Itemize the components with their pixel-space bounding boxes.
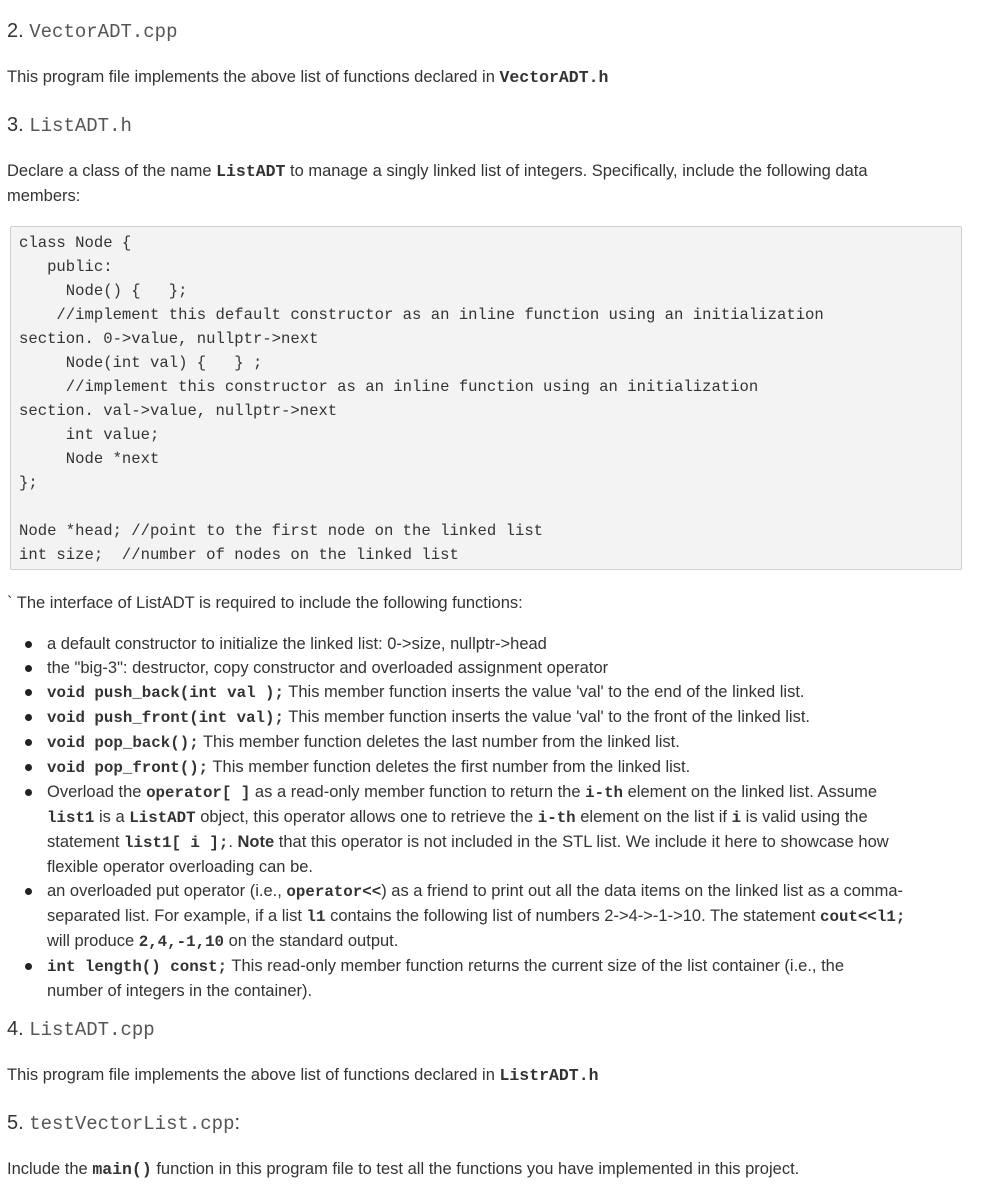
section-2-text (7, 65, 608, 90)
interface-intro: ` The interface of ListADT is required to include the following functions: (7, 594, 523, 612)
bullet-icon (25, 665, 32, 672)
paragraph-text: function in this program file to test all the functions you have implemented in this project. (151, 1160, 800, 1178)
bullet-icon (25, 764, 32, 771)
item-text: This member function deletes the last number from the linked list. (198, 733, 680, 751)
inline-code: list1[ i ]; (124, 834, 229, 852)
item-text: will produce (47, 932, 139, 950)
section-4-heading (7, 1017, 155, 1042)
bullet-icon (25, 789, 32, 796)
inline-code: ListrADT.h (499, 1066, 599, 1085)
paragraph-text: to manage a singly linked list of integers. Specifically, include the following data (285, 162, 868, 180)
item-text: the "big-3": destructor, copy constructor and overloaded assignment operator (47, 659, 609, 677)
item-text: separated list. For example, if a list (47, 907, 307, 925)
inline-code: l1 (306, 908, 326, 926)
list-item (7, 954, 967, 1003)
section-5-heading (7, 1111, 240, 1136)
file-name: testVectorList.cpp (29, 1113, 235, 1135)
inline-code: list1 (47, 809, 95, 827)
section-number: 3. (7, 114, 30, 136)
file-name: ListADT.h (29, 115, 132, 137)
paragraph-text: This program file implements the above list of functions declared in (7, 68, 500, 86)
inline-code: i-th (585, 784, 624, 802)
item-text: flexible operator overloading can be. (47, 858, 314, 876)
inline-code: cout<<l1; (820, 908, 906, 926)
inline-code: VectorADT.h (499, 68, 609, 87)
bullet-icon (25, 888, 32, 895)
inline-code: i-th (537, 809, 576, 827)
item-text: This member function inserts the value 'val' to the end of the linked list. (284, 683, 805, 701)
inline-code: ListADT (216, 162, 286, 181)
paragraph-text: This program file implements the above list of functions declared in (7, 1066, 500, 1084)
paragraph-text: Include the (7, 1160, 93, 1178)
bullet-icon (25, 641, 32, 648)
file-name: VectorADT.cpp (29, 21, 178, 43)
item-text: as a read-only member function to return the (250, 783, 586, 801)
bullet-icon (25, 689, 32, 696)
item-text: a default constructor to initialize the linked list: 0->size, nullptr->head (47, 635, 547, 653)
bullet-icon (25, 963, 32, 970)
list-item (7, 680, 967, 705)
section-4-text (7, 1063, 599, 1088)
inline-code: void pop_front(); (47, 759, 209, 777)
heading-suffix: : (234, 1112, 241, 1134)
file-name: ListADT.cpp (29, 1019, 155, 1041)
item-text: This read-only member function returns the current size of the list container (i.e., the (227, 957, 845, 975)
code-block (10, 226, 962, 570)
paragraph-text: members: (7, 187, 81, 205)
inline-code: 2,4,-1,10 (138, 933, 225, 951)
code-text: class Node { public: Node() { }; //implement this default constructor as an inline function using an initialization section. 0->value, nullptr->next Node(int val) { } ; //implement this constructor as an inline function using an initialization section. val->value, nullptr->next int value; Node *next }; Node *head; //point to the first node on the linked list int size; //number of nodes on the linked list (19, 234, 824, 564)
item-text: This member function inserts the value 'val' to the front of the linked list. (284, 708, 811, 726)
inline-code: main() (92, 1160, 152, 1179)
inline-code: ListADT (129, 809, 196, 827)
list-item (7, 755, 967, 780)
section-number: 5. (7, 1112, 30, 1134)
item-text: is a (94, 808, 130, 826)
paragraph-text: Declare a class of the name (7, 162, 217, 180)
inline-code: operator<< (286, 883, 382, 901)
item-text: element on the linked list. Assume (623, 783, 878, 801)
bullet-icon (25, 739, 32, 746)
item-text: Overload the (47, 783, 147, 801)
inline-code: void push_back(int val ); (47, 684, 284, 702)
list-item (7, 780, 967, 879)
item-text: ) as a friend to print out all the data items on the linked list as a comma- (381, 882, 904, 900)
inline-code: i (731, 809, 742, 827)
section-3-heading (7, 113, 132, 138)
item-text: . (228, 833, 238, 851)
item-text: is valid using the (741, 808, 868, 826)
item-text: contains the following list of numbers 2->4->-1->10. The statement (325, 907, 821, 925)
item-text: number of integers in the container). (47, 982, 313, 1000)
inline-code: void pop_back(); (47, 734, 199, 752)
list-item (7, 656, 967, 680)
item-text: This member function deletes the first number from the linked list. (208, 758, 691, 776)
note-label: Note (237, 833, 275, 851)
inline-code: operator[ ] (146, 784, 251, 802)
list-item (7, 632, 967, 656)
section-5-text (7, 1157, 799, 1182)
section-3-text (7, 159, 967, 208)
list-item (7, 705, 967, 730)
inline-code: void push_front(int val); (47, 709, 284, 727)
item-text: an overloaded put operator (i.e., (47, 882, 287, 900)
item-text: on the standard output. (224, 932, 399, 950)
item-text: object, this operator allows one to retrieve the (195, 808, 538, 826)
item-text: element on the list if (575, 808, 732, 826)
inline-code: int length() const; (47, 958, 228, 976)
list-item (7, 730, 967, 755)
section-2-heading (7, 19, 177, 44)
item-text: that this operator is not included in the STL list. We include it here to showcase how (274, 833, 889, 851)
item-text: statement (47, 833, 125, 851)
section-number: 4. (7, 1018, 30, 1040)
function-list (7, 632, 967, 1003)
bullet-icon (25, 714, 32, 721)
section-number: 2. (7, 20, 30, 42)
list-item (7, 879, 967, 954)
